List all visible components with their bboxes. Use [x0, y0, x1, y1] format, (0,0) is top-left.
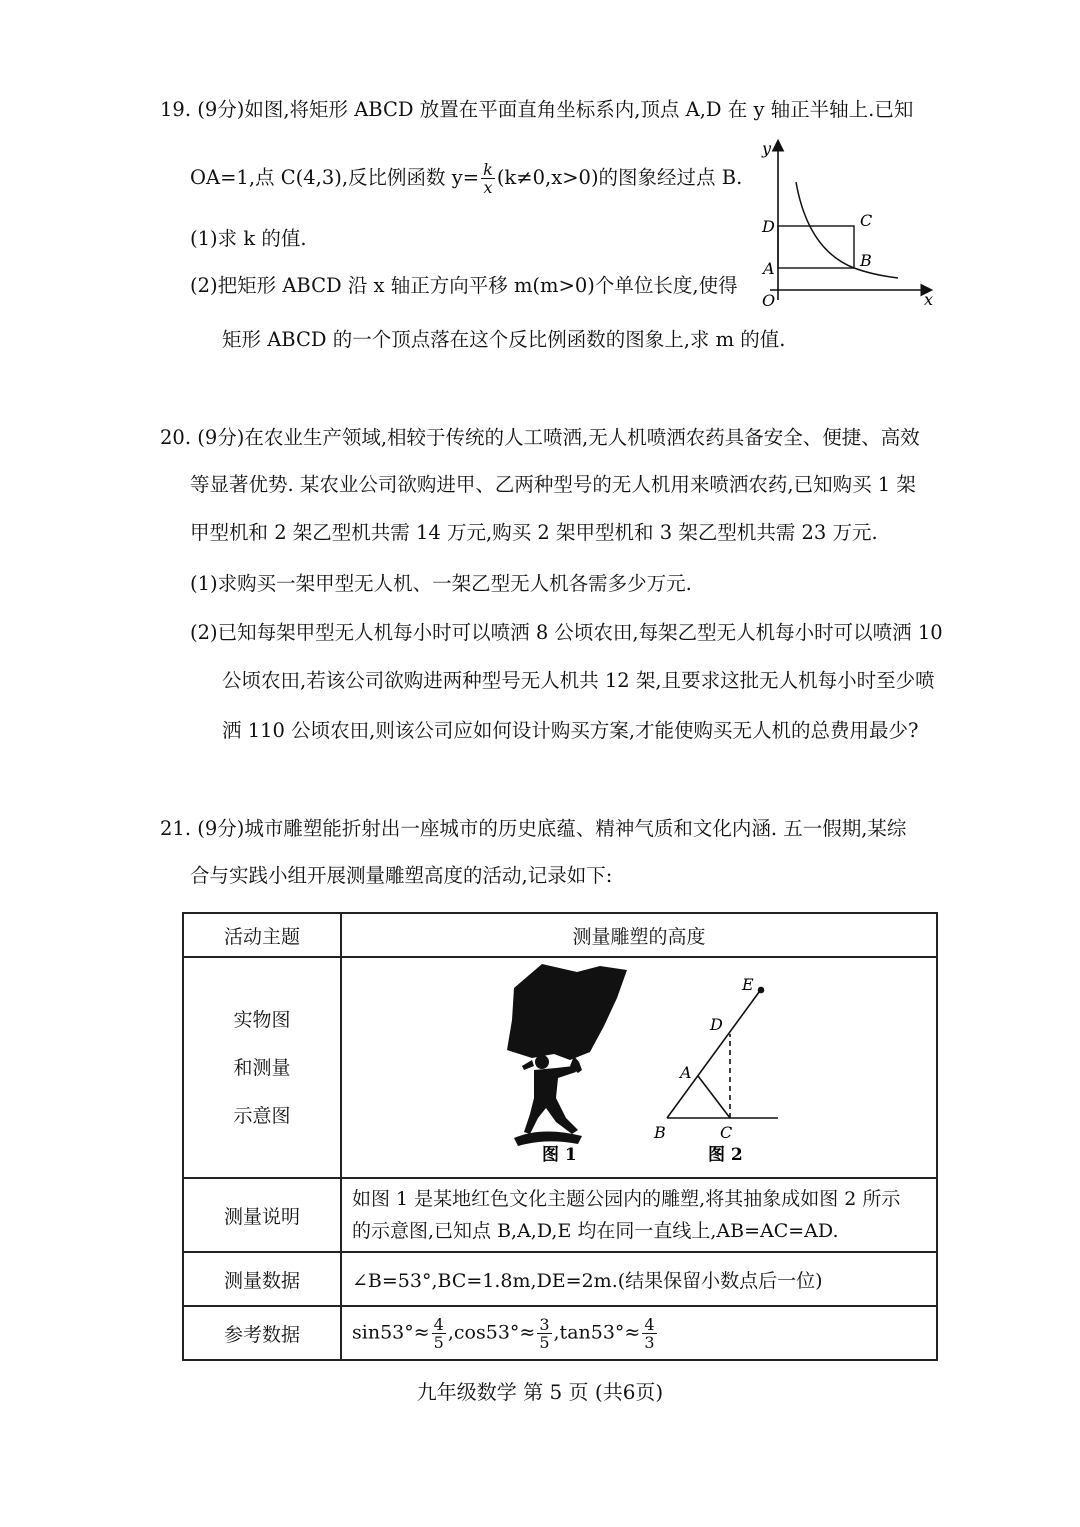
label-a: A — [763, 259, 775, 278]
table-row-explanation — [183, 1178, 937, 1252]
q19-line2 — [190, 161, 742, 196]
q19-part2b: 矩形 ABCD 的一个顶点落在这个反比例函数的图象上,求 m 的值. — [222, 328, 786, 351]
q19-part1: (1)求 k 的值. — [190, 227, 307, 250]
sin-num: 4 — [433, 1314, 444, 1334]
tan-label: ,tan53°≈ — [553, 1321, 641, 1343]
q19-line2b: (k≠0,x>0)的图象经过点 B. — [496, 166, 743, 189]
table-row-data — [183, 1252, 937, 1306]
label-d: D — [762, 217, 775, 236]
q21-line2: 合与实践小组开展测量雕塑高度的活动,记录如下: — [190, 864, 613, 887]
q20-part2a: (2)已知每架甲型无人机每小时可以喷洒 8 公顷农田,每架乙型无人机每小时可以喷洒 10 — [190, 621, 943, 644]
label-b: B — [860, 251, 872, 270]
tan-fraction — [642, 1316, 656, 1351]
q20-line1: 20. (9分)在农业生产领域,相较于传统的人工喷洒,无人机喷洒农药具备安全、便捷、高效 — [160, 426, 920, 449]
explanation-value — [341, 1178, 937, 1252]
sin-fraction — [432, 1316, 446, 1351]
table-row-theme — [183, 913, 937, 957]
tan-num: 4 — [644, 1314, 655, 1334]
q19-line2a: OA=1,点 C(4,3),反比例函数 y= — [190, 166, 480, 189]
q20-part1: (1)求购买一架甲型无人机、一架乙型无人机各需多少万元. — [190, 572, 692, 595]
q20-line2: 等显著优势. 某农业公司欲购进甲、乙两种型号的无人机用来喷洒农药,已知购买 1 架 — [190, 473, 916, 496]
fig2-label-b: B — [654, 1123, 666, 1142]
sin-label: sin53°≈ — [352, 1321, 430, 1343]
data-value: ∠B=53°,BC=1.8m,DE=2m.(结果保留小数点后一位) — [341, 1252, 937, 1306]
reference-label: 参考数据 — [183, 1306, 341, 1360]
data-label: 测量数据 — [183, 1252, 341, 1306]
sin-den: 5 — [433, 1332, 444, 1352]
fig2-label-c: C — [720, 1123, 733, 1142]
fig2-label-d: D — [710, 1015, 723, 1034]
cos-num: 3 — [539, 1314, 550, 1334]
cos-den: 5 — [539, 1332, 550, 1352]
table-row-reference — [183, 1306, 937, 1360]
figures-label — [183, 957, 341, 1178]
theme-label: 活动主题 — [183, 913, 341, 957]
label-c: C — [860, 211, 873, 230]
figures-cell — [341, 957, 937, 1178]
q20-line3: 甲型机和 2 架乙型机共需 14 万元,购买 2 架甲型机和 3 架乙型机共需 23 万元. — [190, 521, 878, 544]
fig2-label-a: A — [680, 1063, 692, 1082]
q19-part2a: (2)把矩形 ABCD 沿 x 轴正方向平移 m(m>0)个单位长度,使得 — [190, 274, 738, 297]
figures-svg — [342, 958, 936, 1172]
figures-label-2: 和测量 — [233, 1056, 291, 1079]
q20-part2c: 洒 110 公顷农田,则该公司应如何设计购买方案,才能使购买无人机的总费用最少? — [222, 719, 919, 742]
q19-frac-den: x — [483, 178, 493, 197]
page-footer: 九年级数学 第 5 页 (共6页) — [416, 1380, 664, 1404]
q19-fraction — [481, 161, 495, 196]
tan-den: 3 — [644, 1332, 655, 1352]
explanation-line1: 如图 1 是某地红色文化主题公园内的雕塑,将其抽象成如图 2 所示 — [352, 1188, 901, 1210]
label-x: x — [924, 290, 934, 309]
reference-value — [341, 1306, 937, 1360]
fig2-label-e: E — [742, 975, 754, 994]
label-y: y — [762, 139, 772, 158]
record-table — [182, 912, 938, 1361]
q20-part2b: 公顷农田,若该公司欲购进两种型号无人机共 12 架,且要求这批无人机每小时至少喷 — [222, 669, 935, 692]
fig2-caption: 图 2 — [708, 1145, 743, 1165]
sculpture-silhouette — [507, 964, 627, 1146]
explanation-label: 测量说明 — [183, 1178, 341, 1252]
q19-coordinate-figure — [748, 130, 943, 315]
theme-value: 测量雕塑的高度 — [341, 913, 937, 957]
cos-fraction — [537, 1316, 551, 1351]
geometry-diagram — [667, 988, 778, 1119]
q21-line1: 21. (9分)城市雕塑能折射出一座城市的历史底蕴、精神气质和文化内涵. 五一假期,某综 — [160, 817, 907, 840]
q19-frac-num: k — [483, 160, 493, 179]
explanation-line2: 的示意图,已知点 B,A,D,E 均在同一直线上,AB=AC=AD. — [352, 1220, 839, 1242]
label-o: O — [762, 291, 776, 310]
table-row-figures — [183, 957, 937, 1178]
figures-label-1: 实物图 — [233, 1008, 291, 1031]
figures-label-3: 示意图 — [233, 1104, 291, 1127]
fig1-caption: 图 1 — [542, 1145, 577, 1165]
inverse-proportion-curve — [796, 182, 898, 278]
q19-line1: 19. (9分)如图,将矩形 ABCD 放置在平面直角坐标系内,顶点 A,D 在 y 轴正半轴上.已知 — [160, 98, 914, 121]
cos-label: ,cos53°≈ — [447, 1321, 536, 1343]
